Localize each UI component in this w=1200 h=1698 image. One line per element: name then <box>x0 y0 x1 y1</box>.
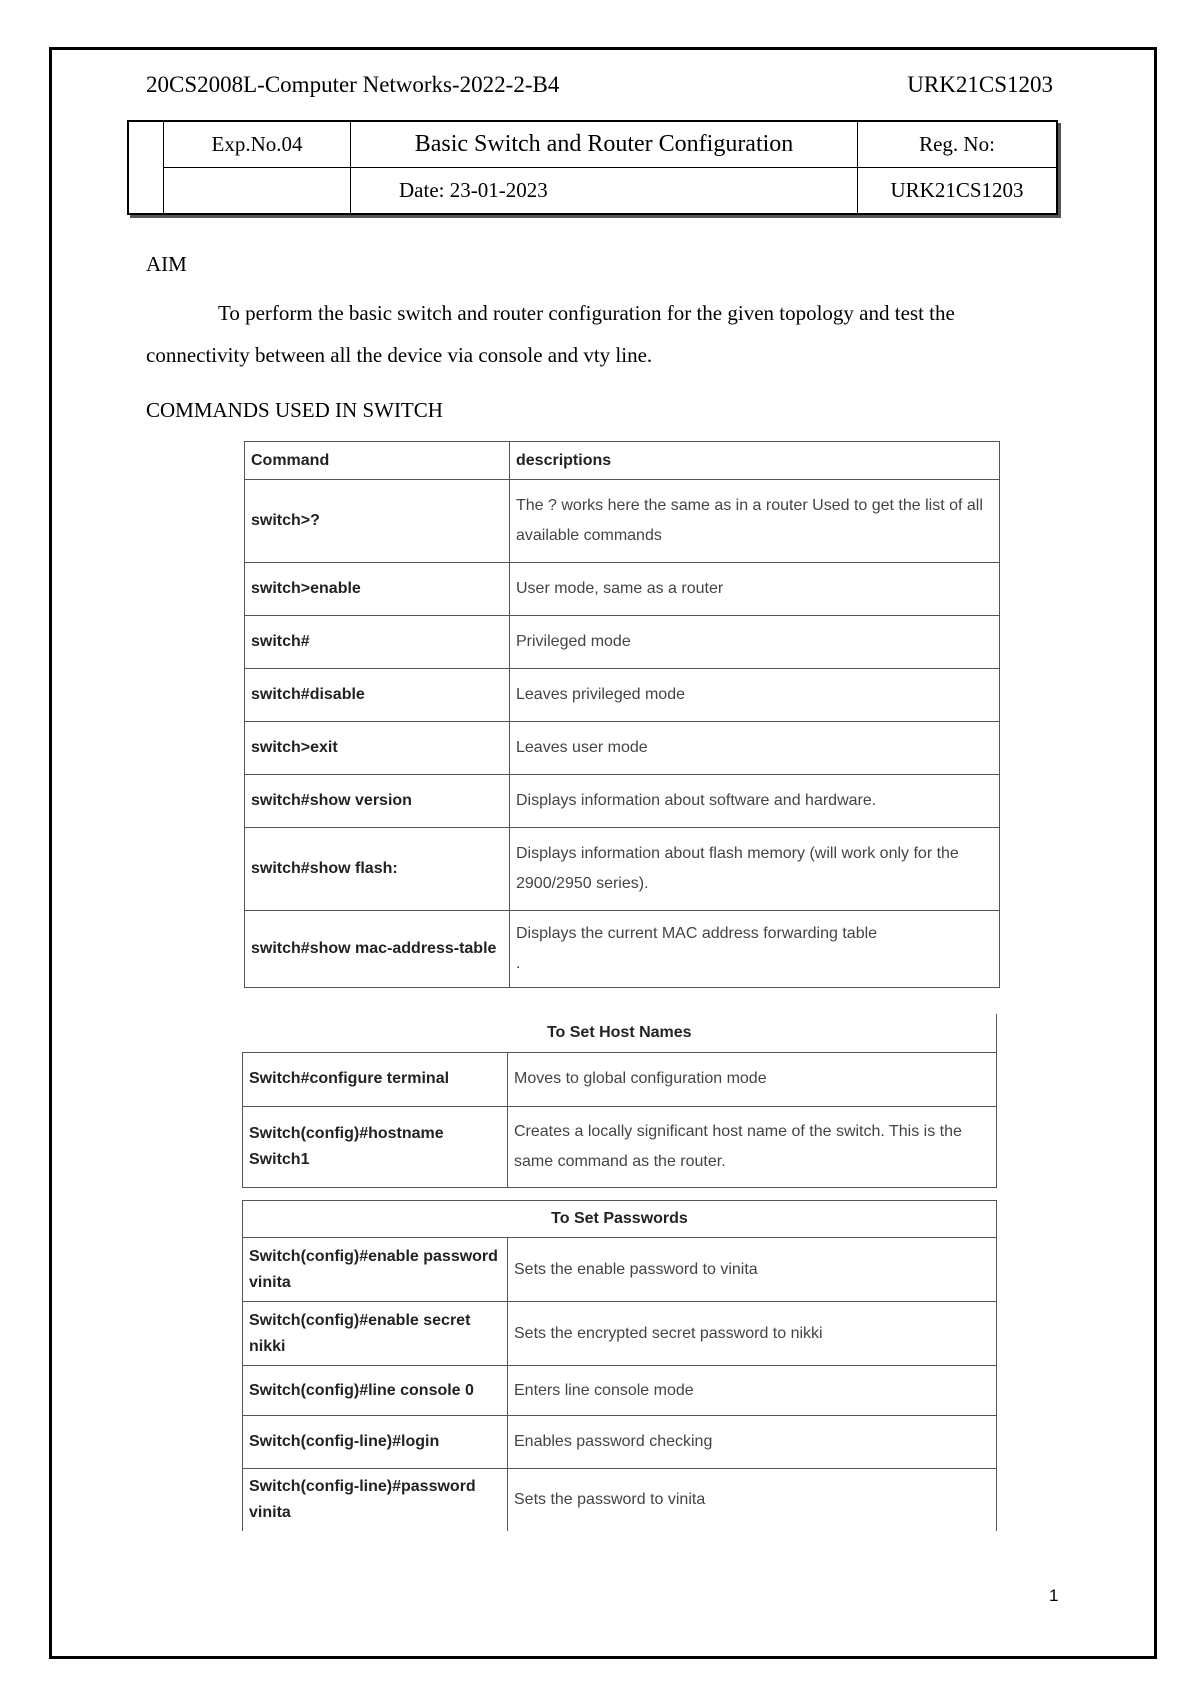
command-cell: switch>exit <box>245 722 510 775</box>
aim-text: To perform the basic switch and router configuration for the given topology and test the connectivity between all the device via console and vty line. <box>146 301 955 367</box>
table-row <box>243 1238 997 1302</box>
description-cell: Enables password checking <box>508 1416 997 1469</box>
table-caption: To Set Host Names <box>243 1014 997 1052</box>
description-cell: Sets the enable password to vinita <box>508 1238 997 1302</box>
description-text: Displays the current MAC address forwarding table <box>516 925 878 942</box>
blank-cell <box>164 168 351 215</box>
column-header-descriptions: descriptions <box>510 442 1000 480</box>
table-row <box>243 1469 997 1531</box>
reg-value: URK21CS1203 <box>858 168 1058 215</box>
description-cell: Privileged mode <box>510 616 1000 669</box>
table-row <box>243 1366 997 1416</box>
description-cell: Creates a locally significant host name of the switch. This is the same command as the router. <box>508 1106 997 1187</box>
table-caption: To Set Passwords <box>243 1201 997 1238</box>
course-header: 20CS2008L-Computer Networks-2022-2-B4 <box>146 72 560 97</box>
description-cell <box>510 911 1000 988</box>
command-cell: switch>? <box>245 480 510 563</box>
command-cell: switch#show mac-address-table <box>245 911 510 988</box>
description-extra: . <box>516 955 521 972</box>
command-cell: Switch(config-line)#login <box>243 1416 508 1469</box>
table-row <box>243 1106 997 1187</box>
margin-cell <box>128 121 164 214</box>
command-cell: Switch(config)#hostname Switch1 <box>243 1106 508 1187</box>
aim-heading: AIM <box>146 252 187 276</box>
table-row <box>245 775 1000 828</box>
table-row <box>243 1302 997 1366</box>
description-cell: Displays information about flash memory (will work only for the 2900/2950 series). <box>510 828 1000 911</box>
command-cell: switch#show flash: <box>245 828 510 911</box>
table-row <box>245 722 1000 775</box>
description-cell: Sets the encrypted secret password to nikki <box>508 1302 997 1366</box>
command-cell: Switch#configure terminal <box>243 1052 508 1106</box>
experiment-title: Basic Switch and Router Configuration <box>351 121 858 168</box>
reg-id-header: URK21CS1203 <box>907 72 1053 97</box>
aim-paragraph <box>146 292 1046 376</box>
switch-commands-table <box>244 441 1000 988</box>
command-cell: switch# <box>245 616 510 669</box>
table-row <box>245 669 1000 722</box>
table-row <box>245 616 1000 669</box>
table-row <box>245 480 1000 563</box>
table-row <box>243 1416 997 1469</box>
command-cell: switch#show version <box>245 775 510 828</box>
command-cell: switch>enable <box>245 563 510 616</box>
table-row <box>243 1052 997 1106</box>
experiment-date: Date: 23-01-2023 <box>351 168 858 215</box>
reg-label: Reg. No: <box>858 121 1058 168</box>
table-row <box>245 828 1000 911</box>
description-cell: Leaves privileged mode <box>510 669 1000 722</box>
description-cell: Enters line console mode <box>508 1366 997 1416</box>
page-number: 1 <box>1049 1586 1059 1605</box>
exp-number: Exp.No.04 <box>164 121 351 168</box>
table-row <box>245 911 1000 988</box>
description-cell: User mode, same as a router <box>510 563 1000 616</box>
command-cell: Switch(config-line)#password vinita <box>243 1469 508 1531</box>
description-cell: Displays information about software and hardware. <box>510 775 1000 828</box>
description-cell: The ? works here the same as in a router Used to get the list of all available commands <box>510 480 1000 563</box>
commands-heading: COMMANDS USED IN SWITCH <box>146 398 443 422</box>
command-cell: Switch(config)#enable password vinita <box>243 1238 508 1302</box>
description-cell: Sets the password to vinita <box>508 1469 997 1531</box>
table-row <box>245 563 1000 616</box>
command-cell: switch#disable <box>245 669 510 722</box>
host-names-table <box>242 1014 997 1188</box>
description-cell: Leaves user mode <box>510 722 1000 775</box>
command-cell: Switch(config)#enable secret nikki <box>243 1302 508 1366</box>
command-cell: Switch(config)#line console 0 <box>243 1366 508 1416</box>
experiment-header-table <box>127 120 1058 215</box>
column-header-command: Command <box>245 442 510 480</box>
description-cell: Moves to global configuration mode <box>508 1052 997 1106</box>
passwords-table <box>242 1200 997 1531</box>
